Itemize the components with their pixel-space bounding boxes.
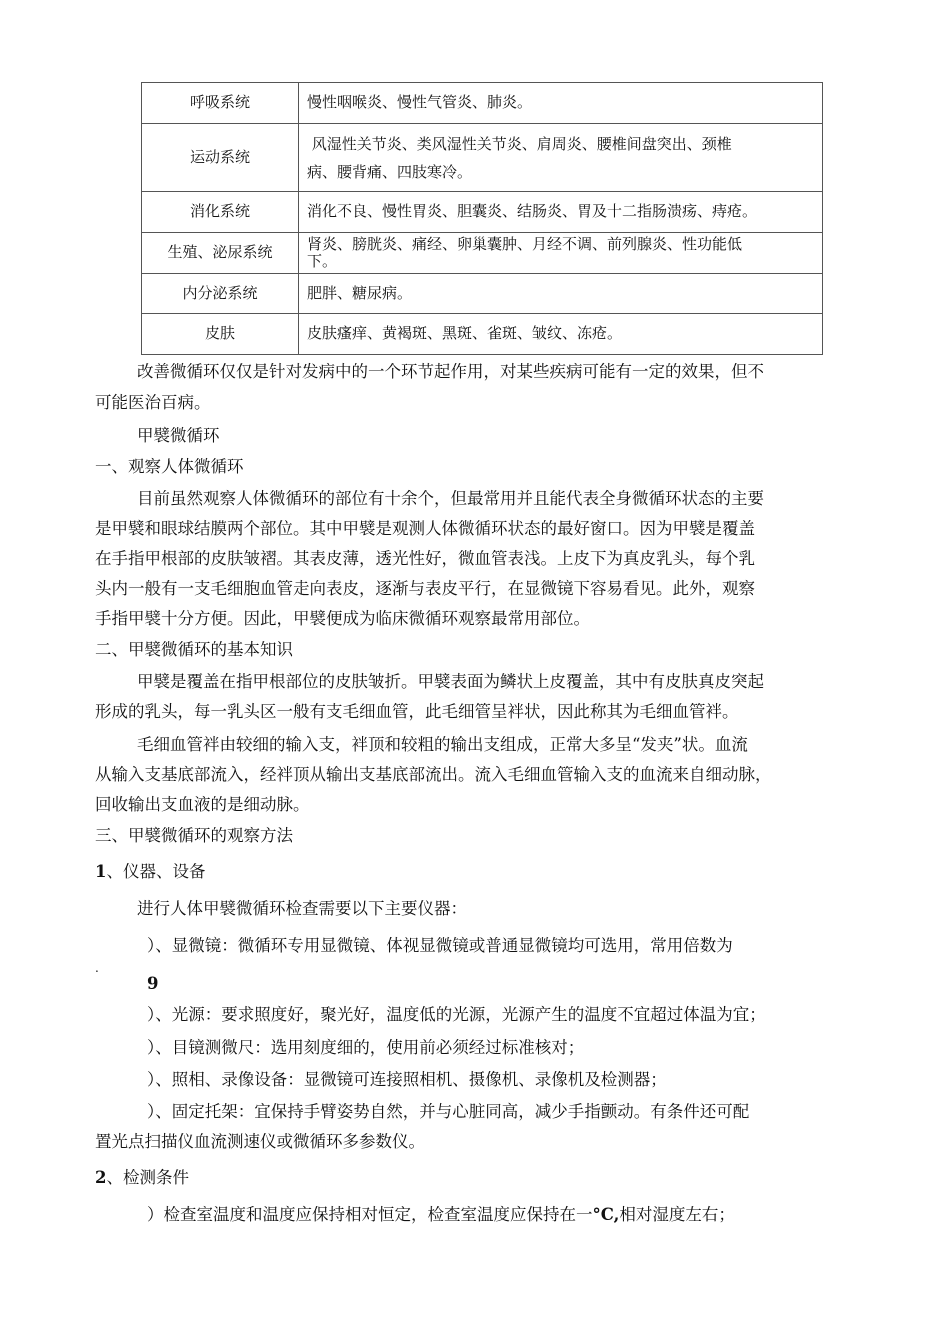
paragraph-line: 手指甲襞十分方便。因此，甲襞便成为临床微循环观察最常用部位。 <box>95 609 590 628</box>
section-title: 一、观察人体微循环 <box>95 457 244 476</box>
stray-dot: . <box>95 961 99 975</box>
paragraph-line: 可能医治百病。 <box>95 393 211 412</box>
system-cell: 生殖、泌尿系统 <box>142 233 299 274</box>
diseases-cell: 慢性咽喉炎、慢性气管炎、肺炎。 <box>299 83 823 124</box>
subsection-title: 2、检测条件 <box>95 1168 189 1187</box>
diseases-cell: 肥胖、糖尿病。 <box>299 274 823 314</box>
table-row <box>142 233 823 274</box>
system-cell: 消化系统 <box>142 192 299 233</box>
system-cell: 呼吸系统 <box>142 83 299 124</box>
paragraph-line: 头内一般有一支毛细胞血管走向表皮，逐渐与表皮平行，在显微镜下容易看见。此外，观察 <box>95 579 755 598</box>
list-item: ）、固定托架：宜保持手臂姿势自然，并与心脏同高，减少手指颤动。有条件还可配 <box>147 1102 750 1121</box>
paragraph-line: 形成的乳头，每一乳头区一般有支毛细血管，此毛细管呈袢状，因此称其为毛细血管袢。 <box>95 702 739 721</box>
paragraph-line: 回收输出支血液的是细动脉。 <box>95 795 310 814</box>
system-cell: 内分泌系统 <box>142 274 299 314</box>
table-row <box>142 124 823 192</box>
system-cell: 皮肤 <box>142 314 299 355</box>
disease-system-table <box>141 82 823 355</box>
paragraph-line: 在手指甲根部的皮肤皱褶。其表皮薄，透光性好，微血管表浅。上皮下为真皮乳头，每个乳 <box>95 549 755 568</box>
subsection-title: 1、仪器、设备 <box>95 862 206 881</box>
table-row <box>142 274 823 314</box>
list-item: ）、光源：要求照度好，聚光好，温度低的光源，光源产生的温度不宜超过体温为宜； <box>147 1005 766 1024</box>
paragraph-line: 甲襞是覆盖在指甲根部位的皮肤皱折。甲襞表面为鳞状上皮覆盖，其中有皮肤真皮突起 <box>137 672 764 691</box>
list-item-continuation: 置光点扫描仪血流测速仪或微循环多参数仪。 <box>95 1132 425 1151</box>
paragraph-line: 进行人体甲襞微循环检查需要以下主要仪器： <box>137 899 467 918</box>
table-row <box>142 314 823 355</box>
table-row <box>142 83 823 124</box>
paragraph-line: 毛细血管袢由较细的输入支，袢顶和较粗的输出支组成，正常大多呈“发夹”状。血流 <box>137 735 748 754</box>
table-row <box>142 192 823 233</box>
system-cell: 运动系统 <box>142 124 299 192</box>
paragraph-line: 从输入支基底部流入，经袢顶从输出支基底部流出。流入毛细血管输入支的血流来自细动脉， <box>95 765 772 784</box>
paragraph-line: 改善微循环仅仅是针对发病中的一个环节起作用，对某些疾病可能有一定的效果，但不 <box>137 362 764 381</box>
section-title: 二、甲襞微循环的基本知识 <box>95 640 293 659</box>
magnification-value: 9 <box>147 974 159 993</box>
diseases-cell: 皮肤瘙痒、黄褐斑、黑斑、雀斑、皱纹、冻疮。 <box>299 314 823 355</box>
list-item: ）、目镜测微尺：选用刻度细的，使用前必须经过标准核对； <box>147 1038 585 1057</box>
list-item: ）、照相、录像设备：显微镜可连接照相机、摄像机、录像机及检测器； <box>147 1070 667 1089</box>
diseases-cell: 肾炎、膀胱炎、痛经、卵巢囊肿、月经不调、前列腺炎、性功能低 下。 <box>299 233 823 274</box>
list-item: ）检查室温度和温度应保持相对恒定，检查室温度应保持在一°C,相对湿度左右； <box>147 1205 735 1224</box>
list-item: ）、显微镜：微循环专用显微镜、体视显微镜或普通显微镜均可选用，常用倍数为 <box>147 936 733 955</box>
paragraph-line: 是甲襞和眼球结膜两个部位。其中甲襞是观测人体微循环状态的最好窗口。因为甲襞是覆盖 <box>95 519 755 538</box>
section-heading: 甲襞微循环 <box>137 426 220 445</box>
diseases-cell: 消化不良、慢性胃炎、胆囊炎、结肠炎、胃及十二指肠溃疡、痔疮。 <box>299 192 823 233</box>
section-title: 三、甲襞微循环的观察方法 <box>95 826 293 845</box>
paragraph-line: 目前虽然观察人体微循环的部位有十余个，但最常用并且能代表全身微循环状态的主要 <box>137 489 764 508</box>
diseases-cell: 风湿性关节炎、类风湿性关节炎、肩周炎、腰椎间盘突出、颈椎 病、腰背痛、四肢寒冷。 <box>299 124 823 192</box>
